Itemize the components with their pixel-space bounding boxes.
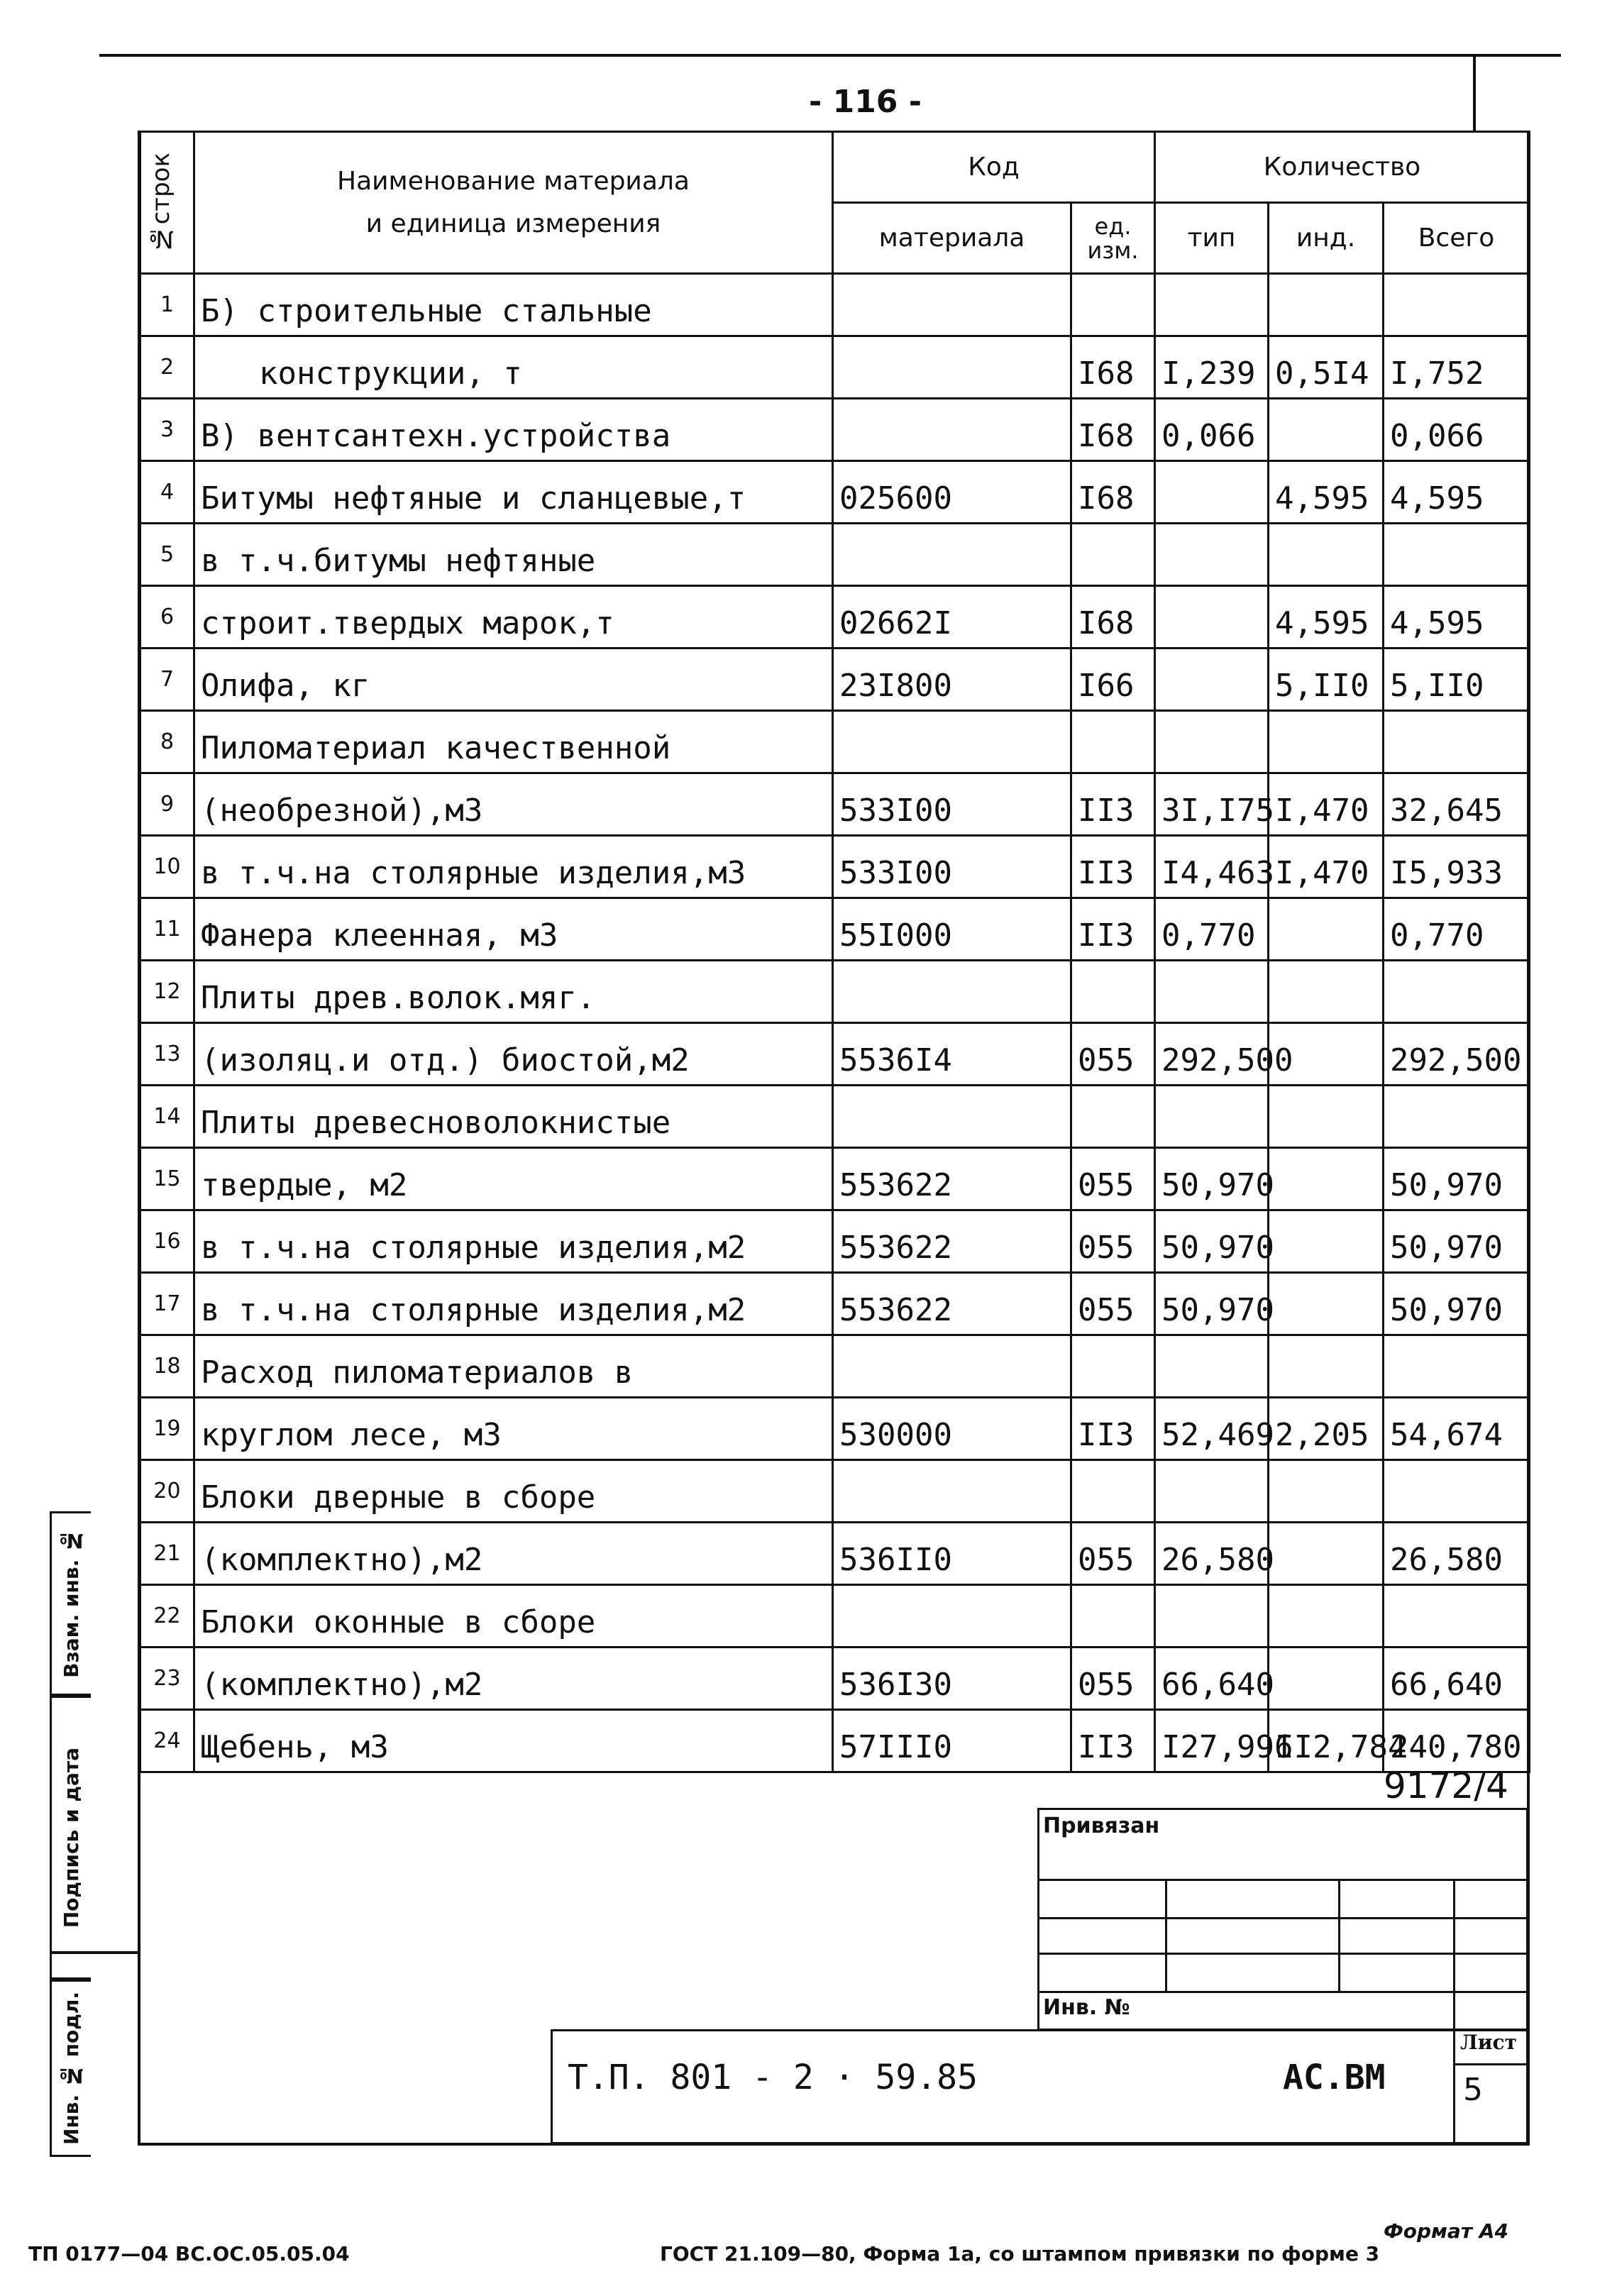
qty-ind — [1269, 1523, 1384, 1585]
material-code: 536I30 — [833, 1648, 1071, 1710]
unit-code: 055 — [1071, 1523, 1155, 1585]
qty-total: 4,595 — [1384, 586, 1530, 648]
materials-table — [139, 131, 1530, 1773]
unit-code — [1071, 1460, 1155, 1523]
table-row — [140, 1335, 1530, 1398]
row-number: 8 — [140, 711, 194, 773]
material-code — [833, 1335, 1071, 1398]
row-number: 2 — [140, 336, 194, 399]
header-q-type: тип — [1155, 203, 1269, 274]
qty-type — [1155, 524, 1269, 586]
table-row — [140, 711, 1530, 773]
row-number: 6 — [140, 586, 194, 648]
unit-code: 055 — [1071, 1210, 1155, 1273]
material-code: 23I800 — [833, 648, 1071, 711]
material-code: 02662I — [833, 586, 1071, 648]
material-code — [833, 961, 1071, 1023]
row-number: 22 — [140, 1585, 194, 1648]
material-code: 553622 — [833, 1210, 1071, 1273]
side-vzam: Взам. инв. № — [50, 1511, 91, 1696]
side-stamp — [50, 1511, 138, 2145]
unit-code: II3 — [1071, 836, 1155, 898]
unit-code: I68 — [1071, 461, 1155, 524]
qty-total — [1384, 274, 1530, 336]
material-code: 533I00 — [833, 773, 1071, 836]
qty-total: 292,500 — [1384, 1023, 1530, 1086]
material-code: 533I00 — [833, 836, 1071, 898]
qty-type: I27,996 — [1155, 1710, 1269, 1772]
unit-code: I68 — [1071, 399, 1155, 461]
header-code-material: материала — [833, 203, 1071, 274]
unit-code: I68 — [1071, 586, 1155, 648]
material-name: в т.ч.на столярные изделия,м3 — [194, 836, 833, 898]
qty-total: 5,II0 — [1384, 648, 1530, 711]
qty-total: 66,640 — [1384, 1648, 1530, 1710]
qty-ind: 4,595 — [1269, 461, 1384, 524]
material-code — [833, 274, 1071, 336]
qty-type — [1155, 274, 1269, 336]
qty-total: 50,970 — [1384, 1210, 1530, 1273]
table-row — [140, 773, 1530, 836]
material-name: строит.твердых марок,т — [194, 586, 833, 648]
qty-type: 50,970 — [1155, 1210, 1269, 1273]
qty-type: 3I,I75 — [1155, 773, 1269, 836]
unit-code — [1071, 1585, 1155, 1648]
material-code — [833, 336, 1071, 399]
qty-ind — [1269, 1273, 1384, 1335]
material-code — [833, 1086, 1071, 1148]
row-number: 18 — [140, 1335, 194, 1398]
material-name: круглом лесе, м3 — [194, 1398, 833, 1460]
row-number: 3 — [140, 399, 194, 461]
qty-total: 26,580 — [1384, 1523, 1530, 1585]
qty-ind: I,470 — [1269, 773, 1384, 836]
row-number: 10 — [140, 836, 194, 898]
material-name: в т.ч.битумы нефтяные — [194, 524, 833, 586]
qty-type: 52,469 — [1155, 1398, 1269, 1460]
table-row — [140, 336, 1530, 399]
qty-total — [1384, 1585, 1530, 1648]
table-row — [140, 898, 1530, 961]
qty-ind — [1269, 399, 1384, 461]
privyazan-col-1 — [1165, 1879, 1167, 1992]
qty-total: I,752 — [1384, 336, 1530, 399]
unit-code — [1071, 1086, 1155, 1148]
qty-type — [1155, 461, 1269, 524]
page-number: - 116 - — [809, 84, 922, 120]
qty-type: I,239 — [1155, 336, 1269, 399]
document-mark: АС.ВМ — [1283, 2058, 1386, 2097]
qty-type: 50,970 — [1155, 1148, 1269, 1210]
table-row — [140, 1460, 1530, 1523]
material-name: в т.ч.на столярные изделия,м2 — [194, 1210, 833, 1273]
row-number: 15 — [140, 1148, 194, 1210]
unit-code — [1071, 711, 1155, 773]
qty-ind — [1269, 1335, 1384, 1398]
material-name: Расход пиломатериалов в — [194, 1335, 833, 1398]
qty-ind — [1269, 524, 1384, 586]
header-row-no: №строк — [140, 132, 194, 274]
table-row — [140, 1210, 1530, 1273]
table-row — [140, 1523, 1530, 1585]
material-name: Пиломатериал качественной — [194, 711, 833, 773]
material-name: Щебень, м3 — [194, 1710, 833, 1772]
unit-code — [1071, 961, 1155, 1023]
table-row — [140, 961, 1530, 1023]
table-row — [140, 461, 1530, 524]
material-code: 553622 — [833, 1273, 1071, 1335]
table-row — [140, 1398, 1530, 1460]
material-code: 530000 — [833, 1398, 1071, 1460]
unit-code — [1071, 524, 1155, 586]
privyazan-col-3 — [1453, 1879, 1455, 2031]
row-number: 5 — [140, 524, 194, 586]
qty-type — [1155, 648, 1269, 711]
qty-type — [1155, 961, 1269, 1023]
qty-total — [1384, 524, 1530, 586]
material-code: 5536I4 — [833, 1023, 1071, 1086]
header-q-total: Всего — [1384, 203, 1530, 274]
row-number: 23 — [140, 1648, 194, 1710]
qty-total — [1384, 1086, 1530, 1148]
qty-ind: 4,595 — [1269, 586, 1384, 648]
material-name: (комплектно),м2 — [194, 1648, 833, 1710]
qty-total: 50,970 — [1384, 1273, 1530, 1335]
material-name: Б) строительные стальные — [194, 274, 833, 336]
qty-ind — [1269, 1460, 1384, 1523]
title-sheet-divider — [1453, 2029, 1455, 2144]
table-row — [140, 586, 1530, 648]
side-inv-podl: Инв. № подл. — [50, 1980, 91, 2157]
table-row — [140, 1585, 1530, 1648]
header-quantity: Количество — [1155, 132, 1530, 203]
material-name: (изоляц.и отд.) биостой,м2 — [194, 1023, 833, 1086]
material-name: Блоки дверные в сборе — [194, 1460, 833, 1523]
table-row — [140, 1148, 1530, 1210]
row-number: 24 — [140, 1710, 194, 1772]
footer-format: Формат А4 — [1384, 2219, 1508, 2243]
table-row — [140, 399, 1530, 461]
qty-ind — [1269, 1210, 1384, 1273]
row-number: 17 — [140, 1273, 194, 1335]
unit-code: I66 — [1071, 648, 1155, 711]
materials-table-body — [140, 274, 1530, 1772]
qty-type: 0,770 — [1155, 898, 1269, 961]
unit-code: I68 — [1071, 336, 1155, 399]
qty-total — [1384, 1460, 1530, 1523]
qty-type: 0,066 — [1155, 399, 1269, 461]
material-name: Блоки оконные в сборе — [194, 1585, 833, 1648]
table-row — [140, 1710, 1530, 1772]
material-code: 57III0 — [833, 1710, 1071, 1772]
qty-ind — [1269, 1086, 1384, 1148]
material-name: (комплектно),м2 — [194, 1523, 833, 1585]
table-row — [140, 1648, 1530, 1710]
unit-code: II3 — [1071, 1398, 1155, 1460]
qty-total: 32,645 — [1384, 773, 1530, 836]
qty-type — [1155, 1460, 1269, 1523]
row-number: 20 — [140, 1460, 194, 1523]
qty-total: 0,770 — [1384, 898, 1530, 961]
material-code — [833, 399, 1071, 461]
row-number: 19 — [140, 1398, 194, 1460]
table-row — [140, 1023, 1530, 1086]
table-row — [140, 1273, 1530, 1335]
row-number: 16 — [140, 1210, 194, 1273]
qty-ind — [1269, 961, 1384, 1023]
qty-type: I4,463 — [1155, 836, 1269, 898]
qty-type — [1155, 711, 1269, 773]
qty-ind — [1269, 274, 1384, 336]
material-code — [833, 524, 1071, 586]
qty-ind: 5,II0 — [1269, 648, 1384, 711]
table-row — [140, 524, 1530, 586]
material-name: в т.ч.на столярные изделия,м2 — [194, 1273, 833, 1335]
qty-total: 4,595 — [1384, 461, 1530, 524]
sheet-number: 5 — [1463, 2072, 1483, 2108]
header-q-ind: инд. — [1269, 203, 1384, 274]
qty-type: 66,640 — [1155, 1648, 1269, 1710]
qty-ind: I,470 — [1269, 836, 1384, 898]
qty-type — [1155, 1585, 1269, 1648]
unit-code — [1071, 1335, 1155, 1398]
row-number: 11 — [140, 898, 194, 961]
material-name: Плиты древесноволокнистые — [194, 1086, 833, 1148]
unit-code: 055 — [1071, 1148, 1155, 1210]
qty-type — [1155, 1335, 1269, 1398]
table-row — [140, 836, 1530, 898]
qty-total: 54,674 — [1384, 1398, 1530, 1460]
material-name: Олифа, кг — [194, 648, 833, 711]
row-number: 7 — [140, 648, 194, 711]
material-code: 536II0 — [833, 1523, 1071, 1585]
unit-code: II3 — [1071, 898, 1155, 961]
footer-left: ТП 0177—04 ВС.ОС.05.05.04 — [28, 2242, 350, 2265]
material-name: В) вентсантехн.устройства — [194, 399, 833, 461]
footer-center: ГОСТ 21.109—80, Форма 1а, со штампом привязки по форме 3 — [660, 2242, 1380, 2265]
qty-total: I5,933 — [1384, 836, 1530, 898]
material-code — [833, 1585, 1071, 1648]
material-code: 55I000 — [833, 898, 1071, 961]
qty-total — [1384, 1335, 1530, 1398]
material-name: конструкции, т — [194, 336, 833, 399]
sheet-label: Лист — [1460, 2031, 1517, 2054]
material-code: 553622 — [833, 1148, 1071, 1210]
unit-code: 055 — [1071, 1648, 1155, 1710]
material-code — [833, 1460, 1071, 1523]
row-number: 14 — [140, 1086, 194, 1148]
qty-ind: II2,784 — [1269, 1710, 1384, 1772]
qty-ind — [1269, 711, 1384, 773]
table-row — [140, 274, 1530, 336]
header-code: Код — [833, 132, 1155, 203]
header-code-unit: ед. изм. — [1071, 203, 1155, 274]
qty-type: 26,580 — [1155, 1523, 1269, 1585]
row-number: 13 — [140, 1023, 194, 1086]
qty-total — [1384, 961, 1530, 1023]
row-number: 1 — [140, 274, 194, 336]
qty-total: 240,780 — [1384, 1710, 1530, 1772]
qty-ind: 2,205 — [1269, 1398, 1384, 1460]
unit-code: II3 — [1071, 1710, 1155, 1772]
material-code: 025600 — [833, 461, 1071, 524]
material-name: Битумы нефтяные и сланцевые,т — [194, 461, 833, 524]
unit-code — [1071, 274, 1155, 336]
inv-no-label: Инв. № — [1043, 1995, 1130, 2020]
title-sheet-line — [1453, 2063, 1528, 2065]
unit-code: 055 — [1071, 1023, 1155, 1086]
side-divider-line — [50, 1951, 139, 1954]
material-name: Фанера клеенная, м3 — [194, 898, 833, 961]
material-name: (необрезной),м3 — [194, 773, 833, 836]
side-podpis: Подпись и дата — [50, 1696, 91, 1980]
row-number: 21 — [140, 1523, 194, 1585]
qty-ind — [1269, 898, 1384, 961]
material-name: Плиты древ.волок.мяг. — [194, 961, 833, 1023]
unit-code: II3 — [1071, 773, 1155, 836]
material-code — [833, 711, 1071, 773]
material-name: твердые, м2 — [194, 1148, 833, 1210]
row-number: 4 — [140, 461, 194, 524]
row-number: 12 — [140, 961, 194, 1023]
table-row — [140, 648, 1530, 711]
unit-code: 055 — [1071, 1273, 1155, 1335]
frame-top-line — [99, 54, 1561, 57]
qty-ind — [1269, 1585, 1384, 1648]
qty-type: 292,500 — [1155, 1023, 1269, 1086]
inventory-number: 9172/4 — [1384, 1765, 1508, 1806]
qty-type: 50,970 — [1155, 1273, 1269, 1335]
table-row — [140, 1086, 1530, 1148]
qty-total: 50,970 — [1384, 1148, 1530, 1210]
qty-total — [1384, 711, 1530, 773]
privyazan-col-2 — [1338, 1879, 1340, 1992]
header-name: Наименование материала и единица измерения — [194, 132, 833, 274]
qty-type — [1155, 1086, 1269, 1148]
document-code: Т.П. 801 - 2 · 59.85 — [568, 2058, 978, 2097]
privyazan-label: Привязан — [1043, 1814, 1160, 1838]
row-number: 9 — [140, 773, 194, 836]
frame-top-right-divider — [1473, 54, 1476, 132]
qty-ind: 0,5I4 — [1269, 336, 1384, 399]
qty-type — [1155, 586, 1269, 648]
qty-total: 0,066 — [1384, 399, 1530, 461]
qty-ind — [1269, 1648, 1384, 1710]
qty-ind — [1269, 1148, 1384, 1210]
